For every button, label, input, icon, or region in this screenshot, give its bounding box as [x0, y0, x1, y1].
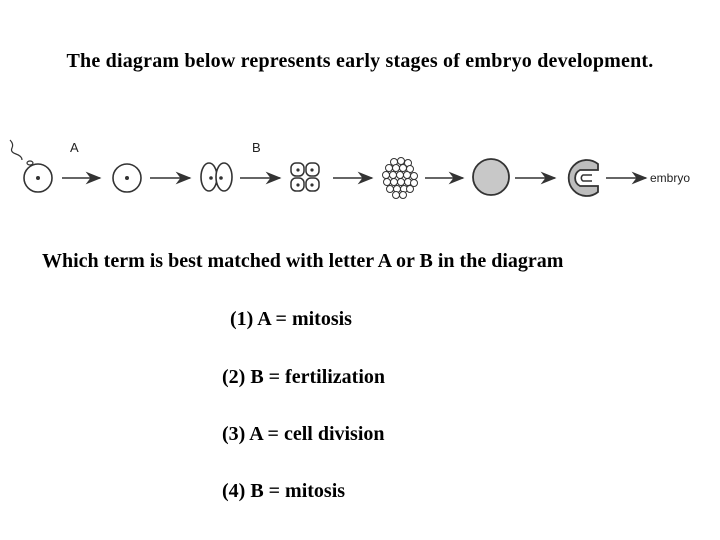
embryo-label: embryo — [650, 171, 691, 185]
blastula-stage — [473, 159, 509, 195]
morula-stage — [383, 158, 418, 199]
sperm-icon — [10, 140, 33, 165]
zygote-cell — [113, 164, 141, 192]
option-3[interactable]: (3) A = cell division — [222, 423, 385, 445]
embryo-development-diagram — [0, 125, 720, 215]
gastrula-stage — [569, 160, 598, 196]
label-b: B — [252, 140, 261, 155]
two-cell-stage — [201, 163, 232, 191]
four-cell-stage — [291, 163, 319, 191]
page-title: The diagram below represents early stages of embryo development. — [66, 50, 654, 72]
option-1[interactable]: (1) A = mitosis — [230, 308, 352, 330]
option-2[interactable]: (2) B = fertilization — [222, 366, 386, 388]
label-a: A — [70, 140, 79, 155]
egg-cell — [24, 164, 52, 192]
question-text: Which term is best matched with letter A or B in the diagram — [42, 250, 564, 272]
option-4[interactable]: (4) B = mitosis — [222, 480, 346, 502]
